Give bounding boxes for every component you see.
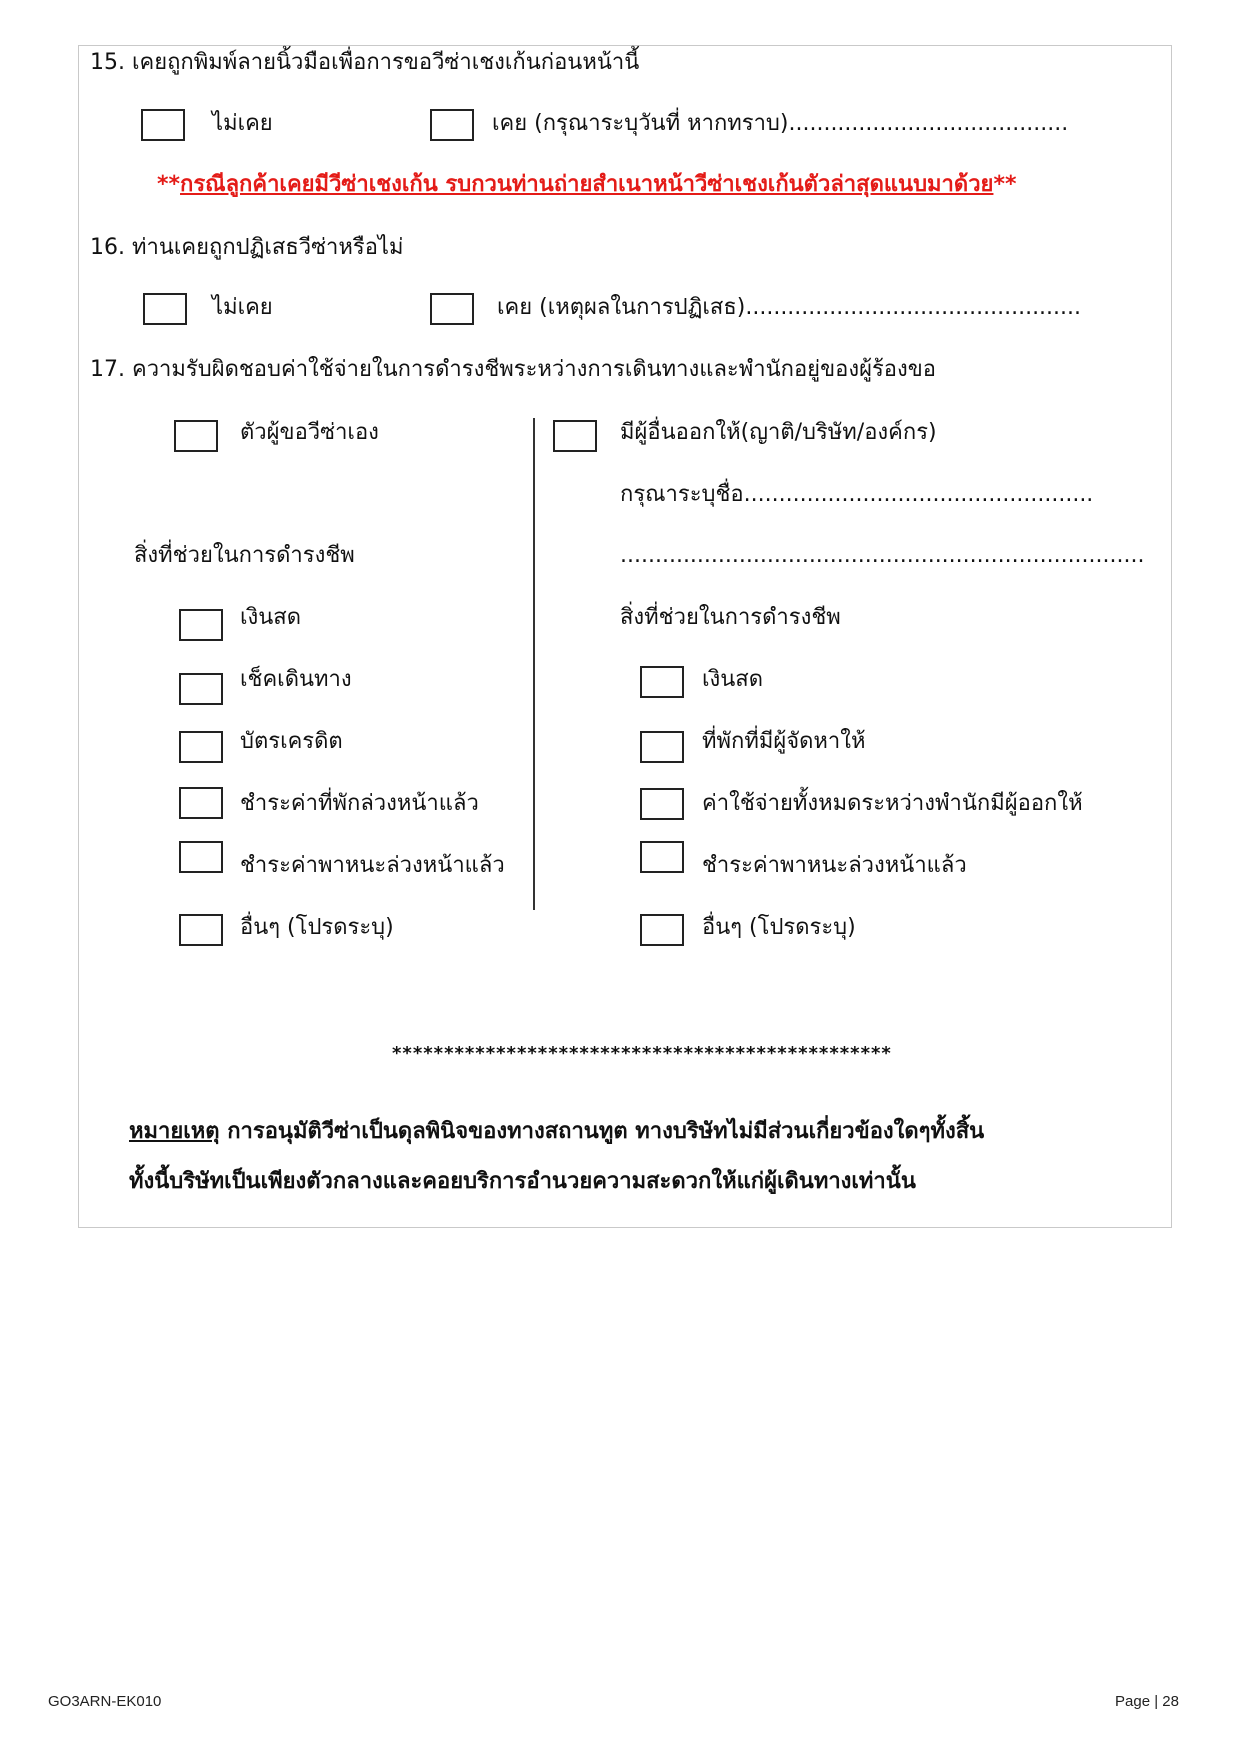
right-item-checkbox[interactable] <box>640 731 684 763</box>
left-item-checkbox[interactable] <box>179 841 223 873</box>
right-item-label: อื่นๆ (โปรดระบุ) <box>702 915 856 940</box>
note-label: หมายเหตุ <box>129 1119 220 1144</box>
left-item-checkbox[interactable] <box>179 673 223 705</box>
q16-ever-checkbox[interactable] <box>430 293 474 325</box>
left-item-checkbox[interactable] <box>179 787 223 819</box>
left-item-checkbox[interactable] <box>179 609 223 641</box>
q17-other-checkbox[interactable] <box>553 420 597 452</box>
left-item-checkbox[interactable] <box>179 731 223 763</box>
q17-self-label: ตัวผู้ขอวีซ่าเอง <box>240 420 379 445</box>
right-item-label: ชำระค่าพาหนะล่วงหน้าแล้ว <box>702 853 967 878</box>
q15-warning <box>157 170 1016 200</box>
left-item-label: เช็คเดินทาง <box>240 667 352 692</box>
q15-never-checkbox[interactable] <box>141 109 185 141</box>
q15-question: 15. เคยถูกพิมพ์ลายนิ้วมือเพื่อการขอวีซ่าเชงเก้นก่อนหน้านี้ <box>90 50 640 75</box>
note-line2: ทั้งนี้บริษัทเป็นเพียงตัวกลางและคอยบริการอำนวยความสะดวกให้แก่ผู้เดินทางเท่านั้น <box>129 1169 916 1194</box>
note-text-1: การอนุมัติวีซ่าเป็นดุลพินิจของทางสถานทูต ทางบริษัทไม่มีส่วนเกี่ยวข้องใดๆทั้งสิ้น <box>219 1119 985 1144</box>
right-item-checkbox[interactable] <box>640 666 684 698</box>
warning-suffix: ** <box>993 172 1017 197</box>
right-item-checkbox[interactable] <box>640 914 684 946</box>
q15-never-label: ไม่เคย <box>212 111 273 136</box>
q17-self-checkbox[interactable] <box>174 420 218 452</box>
right-item-checkbox[interactable] <box>640 841 684 873</box>
left-item-label: อื่นๆ (โปรดระบุ) <box>240 915 394 940</box>
page-number: Page | 28 <box>1115 1693 1179 1710</box>
left-item-checkbox[interactable] <box>179 914 223 946</box>
left-item-label: บัตรเครดิต <box>240 729 343 754</box>
right-item-label: ค่าใช้จ่ายทั้งหมดระหว่างพำนักมีผู้ออกให้ <box>702 791 1083 816</box>
separator-stars: ************************************************ <box>392 1043 892 1064</box>
left-item-label: ชำระค่าที่พักล่วงหน้าแล้ว <box>240 791 479 816</box>
warning-text: กรณีลูกค้าเคยมีวีซ่าเชงเก้น รบกวนท่านถ่ายสำเนาหน้าวีซ่าเชงเก้นตัวล่าสุดแนบมาด้วย <box>180 172 994 197</box>
warning-prefix: ** <box>157 172 181 197</box>
left-item-label: เงินสด <box>240 605 302 630</box>
q16-never-label: ไม่เคย <box>212 295 273 320</box>
q17-other-label: มีผู้อื่นออกให้(ญาติ/บริษัท/องค์กร) <box>620 420 937 445</box>
left-item-label: ชำระค่าพาหนะล่วงหน้าแล้ว <box>240 853 505 878</box>
right-item-label: เงินสด <box>702 667 764 692</box>
right-item-label: ที่พักที่มีผู้จัดหาให้ <box>702 729 866 754</box>
q16-ever-label: เคย (เหตุผลในการปฏิเสธ)................................................ <box>497 295 1082 320</box>
right-item-checkbox[interactable] <box>640 788 684 820</box>
q15-ever-checkbox[interactable] <box>430 109 474 141</box>
q17-name-prompt: กรุณาระบุชื่อ.................................................. <box>620 482 1094 507</box>
q15-ever-label: เคย (กรุณาระบุวันที่ หากทราบ)........................................ <box>492 111 1069 136</box>
q17-question: 17. ความรับผิดชอบค่าใช้จ่ายในการดำรงชีพระหว่างการเดินทางและพำนักอยู่ของผู้ร้องขอ <box>90 357 936 382</box>
column-divider <box>533 418 535 910</box>
q17-name-line2: ........................................................................... <box>620 543 1145 568</box>
q16-question: 16. ท่านเคยถูกปฏิเสธวีซ่าหรือไม่ <box>90 235 404 260</box>
doc-code: GO3ARN-EK010 <box>48 1693 162 1710</box>
q16-never-checkbox[interactable] <box>143 293 187 325</box>
right-support-title: สิ่งที่ช่วยในการดำรงชีพ <box>620 605 841 630</box>
left-support-title: สิ่งที่ช่วยในการดำรงชีพ <box>134 543 355 568</box>
note-line1 <box>129 1117 984 1147</box>
